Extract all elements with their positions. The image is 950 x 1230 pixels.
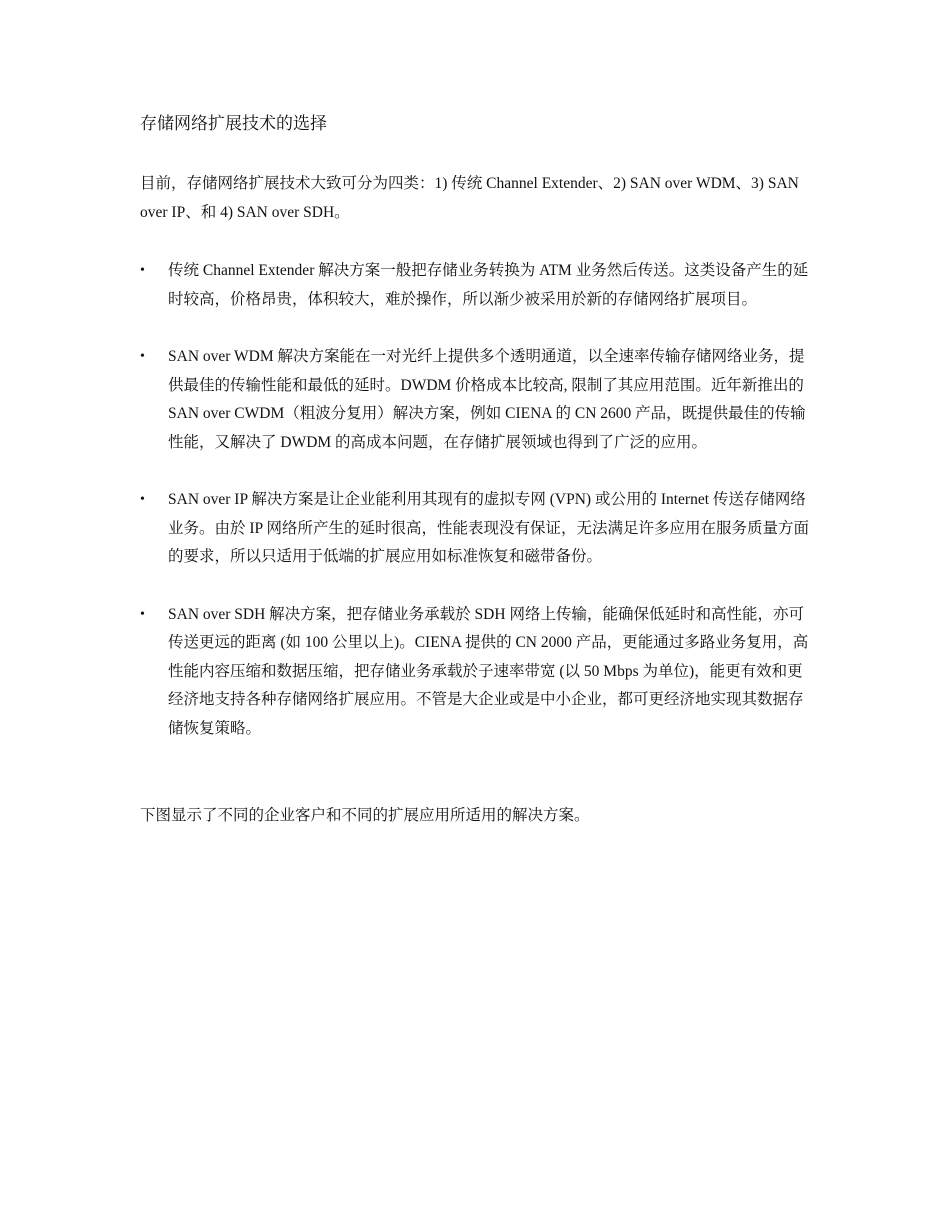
list-item <box>140 486 815 572</box>
list-item-text: 传统 Channel Extender 解决方案一般把存储业务转换为 ATM 业务然后传送。这类设备产生的延时较高，价格昂贵，体积较大，难於操作，所以渐少被采用於新的存储网络扩展项目。 <box>168 262 809 308</box>
list-item <box>140 257 815 314</box>
bullet-icon: • <box>140 263 145 278</box>
list-item-text: SAN over SDH 解决方案，把存储业务承载於 SDH 网络上传输，能确保低延时和高性能，亦可传送更远的距离 (如 100 公里以上)。CIENA 提供的 CN 2000 产品，更能通过多路业务复用，高性能内容压缩和数据压缩，把存储业务承载於子速率带宽 (以 50 Mbps 为单位)，能更有效和更经济地支持各种存储网络扩展应用。不管是大企业或是中小企业，都可更经济地实现其数据存储恢复策略。 <box>168 605 809 737</box>
bullet-icon: • <box>140 606 145 622</box>
bullet-icon: • <box>140 492 145 507</box>
bullet-icon: • <box>140 349 145 364</box>
list-item <box>140 343 815 457</box>
intro-paragraph: 目前，存储网络扩展技术大致可分为四类：1) 传统 Channel Extender、2) SAN over WDM、3) SAN over IP、和 4) SAN over SDH。 <box>140 175 799 221</box>
list-item-text: SAN over IP 解决方案是让企业能利用其现有的虚拟专网 (VPN) 或公用的 Internet 传送存储网络业务。由於 IP 网络所产生的延时很高，性能表现没有保证，无法满足许多应用在服务质量方面的要求，所以只适用于低端的扩展应用如标准恢复和磁带备份。 <box>168 491 809 565</box>
list-item-text: SAN over WDM 解决方案能在一对光纤上提供多个透明通道，以全速率传输存储网络业务，提供最佳的传输性能和最低的延时。DWDM 价格成本比较高, 限制了其应用范围。近年新推出的 SAN over CWDM（粗波分复用）解决方案，例如 CIENA 的 CN 2600 产品，既提供最佳的传输性能，又解决了 DWDM 的高成本问题，在存储扩展领域也得到了广泛的应用。 <box>168 348 806 451</box>
closing-paragraph: 下图显示了不同的企业客户和不同的扩展应用所适用的解决方案。 <box>140 807 590 824</box>
bullet-list <box>140 257 815 772</box>
document-title: 存储网络扩展技术的选择 <box>140 114 327 134</box>
list-item <box>140 601 815 744</box>
